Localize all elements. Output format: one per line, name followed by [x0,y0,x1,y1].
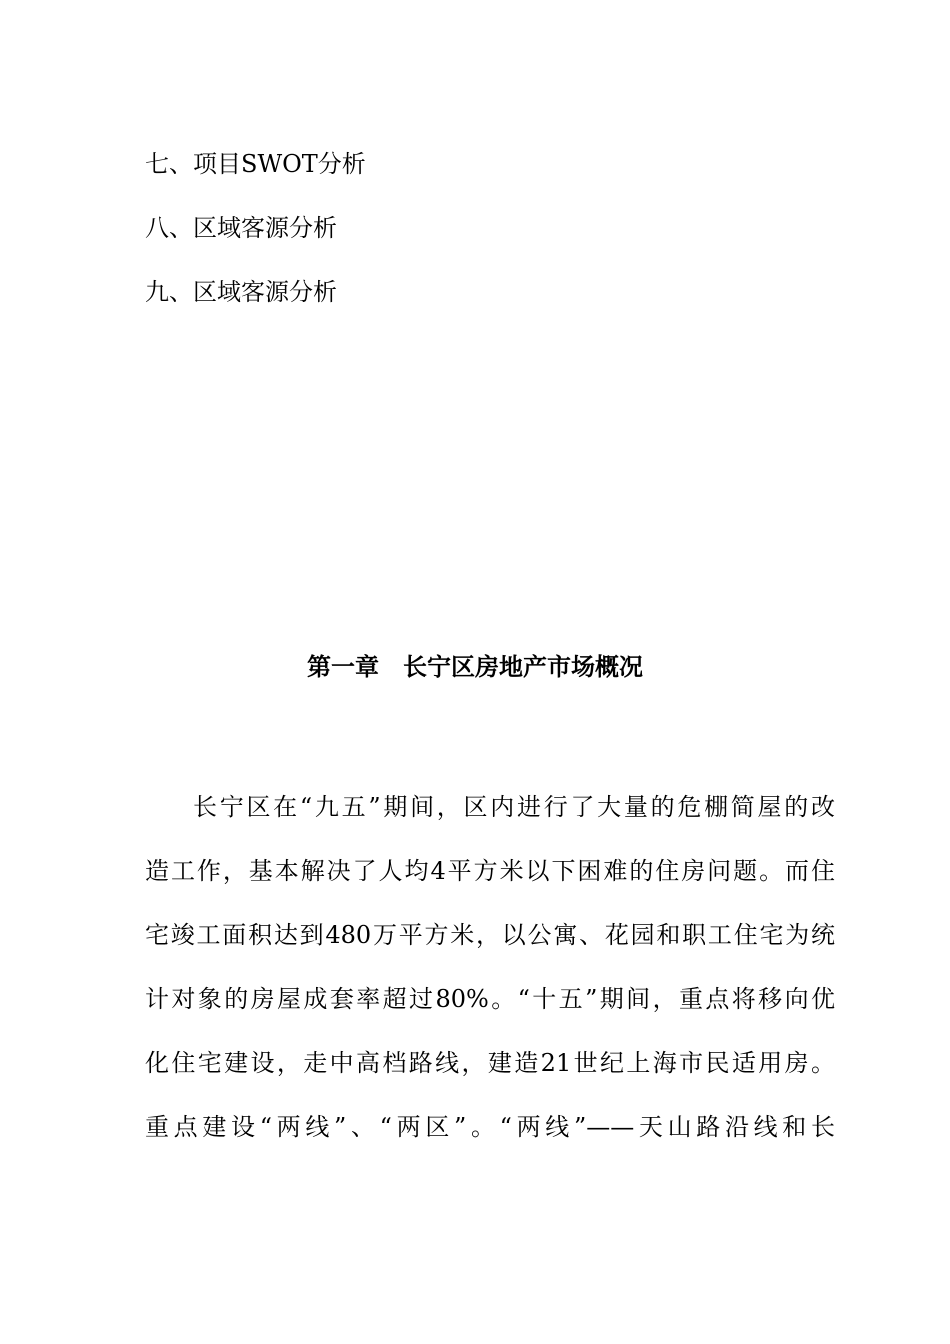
toc-item-8: 八、区域客源分析 [145,214,337,242]
paragraph-line: 化住宅建设，走中高档路线，建造21世纪上海市民适用房。 [145,1049,835,1077]
table-of-contents [145,132,845,324]
chapter-title: 第一章 长宁区房地产市场概况 [307,652,643,681]
paragraph-line: 计对象的房屋成套率超过80%。“十五”期间，重点将移向优 [145,985,835,1013]
toc-item-7: 七、项目SWOT分析 [145,150,366,178]
paragraph-line: 宅竣工面积达到480万平方米，以公寓、花园和职工住宅为统 [145,921,835,949]
paragraph-line: 造工作，基本解决了人均4平方米以下困难的住房问题。而住 [145,857,835,885]
paragraph-line: 重点建设“两线”、“两区”。“两线”——天山路沿线和长 [145,1113,835,1141]
body-paragraph [145,775,835,1159]
toc-item-9: 九、区域客源分析 [145,278,337,306]
paragraph-line: 长宁区在“九五”期间，区内进行了大量的危棚简屋的改 [193,793,835,821]
